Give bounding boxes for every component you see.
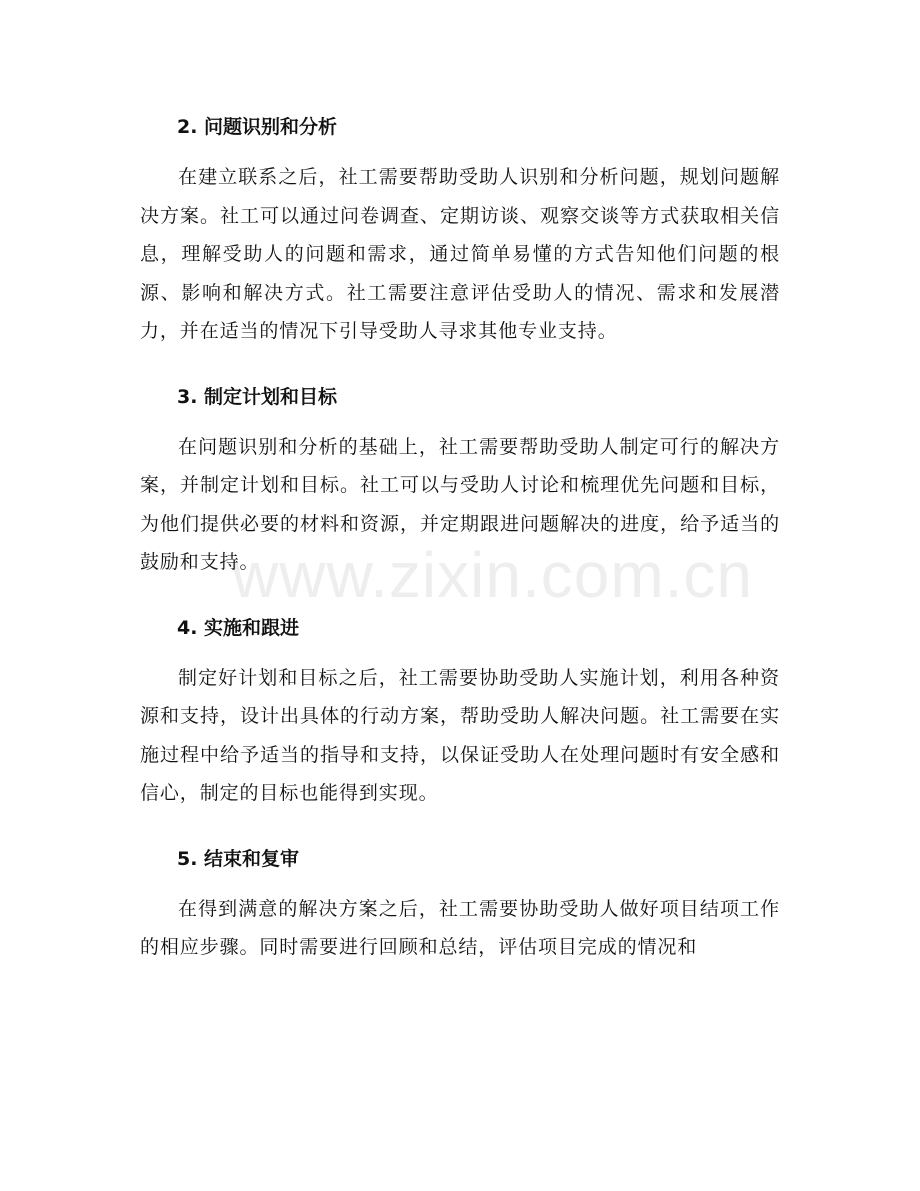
document-body: [140, 108, 780, 994]
section-paragraph: 制定好计划和目标之后，社工需要协助受助人实施计划，利用各种资源和支持，设计出具体的行动方案，帮助受助人解决问题。社工需要在实施过程中给予适当的指导和支持，以保证受助人在处理问题时有安全感和信心，制定的目标也能得到实现。: [140, 666, 780, 804]
watermark: www.zixin.com.cn: [232, 539, 753, 611]
section-paragraph: 在问题识别和分析的基础上，社工需要帮助受助人制定可行的解决方案，并制定计划和目标。社工可以与受助人讨论和梳理优先问题和目标，为他们提供必要的材料和资源，并定期跟进问题解决的进度，给予适当的鼓励和支持。: [140, 435, 780, 573]
section-plan-goals: [140, 378, 780, 582]
section-heading: 5. 结束和复审: [177, 847, 300, 870]
section-heading: 2. 问题识别和分析: [177, 116, 338, 138]
section-paragraph: 在得到满意的解决方案之后，社工需要协助受助人做好项目结项工作的相应步骤。同时需要进行回顾和总结，评估项目完成的情况和: [140, 897, 780, 958]
section-paragraph: 在建立联系之后，社工需要帮助受助人识别和分析问题，规划问题解决方案。社工可以通过问卷调查、定期访谈、观察交谈等方式获取相关信息，理解受助人的问题和需求，通过简单易懂的方式告知他们问题的根源、影响和解决方式。社工需要注意评估受助人的情况、需求和发展潜力，并在适当的情况下引导受助人寻求其他专业支持。: [140, 166, 780, 342]
section-problem-analysis: [140, 108, 780, 351]
section-closure-review: [140, 840, 780, 967]
section-heading: 4. 实施和跟进: [177, 616, 300, 639]
section-heading: 3. 制定计划和目标: [177, 385, 338, 408]
section-implementation: [140, 609, 780, 813]
